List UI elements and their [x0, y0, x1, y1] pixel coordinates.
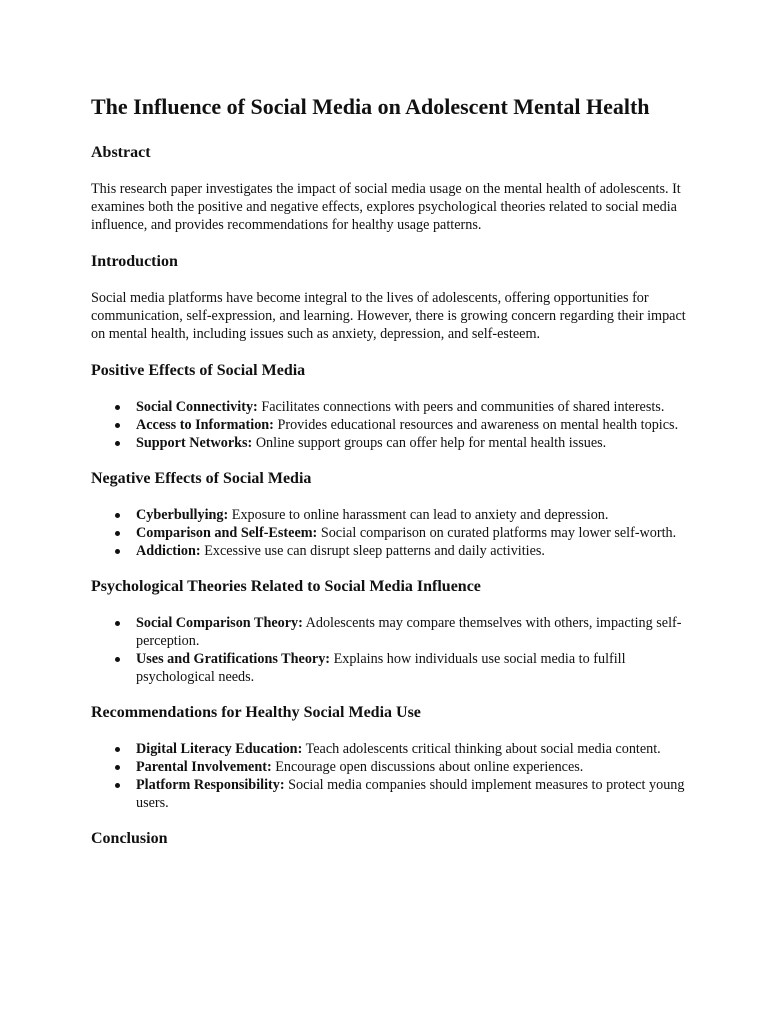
list-item-text: Explains how individuals use social media to fulfill psychological needs. — [136, 651, 626, 685]
list-item — [136, 758, 691, 776]
introduction-text: Social media platforms have become integral to the lives of adolescents, offering opportunities for communication, self-expression, and learning. However, there is growing concern regarding their impact on mental health, including issues such as anxiety, depression, and self-esteem. — [91, 290, 686, 342]
positive-effects-heading: Positive Effects of Social Media — [91, 362, 306, 379]
theories-heading: Psychological Theories Related to Social Media Influence — [91, 578, 481, 595]
list-item — [136, 398, 691, 416]
list-item-text: Encourage open discussions about online experiences. — [271, 759, 584, 775]
list-item-text: Teach adolescents critical thinking about social media content. — [302, 741, 661, 757]
list-item-lead: Cyberbullying: — [136, 507, 229, 523]
list-item — [136, 434, 691, 452]
paper-title: The Influence of Social Media on Adolescent Mental Health — [91, 94, 650, 119]
list-item — [136, 776, 691, 812]
list-item — [136, 740, 691, 758]
list-item-lead: Access to Information: — [136, 417, 274, 433]
list-item-lead: Social Comparison Theory: — [136, 615, 303, 631]
list-item-text: Adolescents may compare themselves with others, impacting self-perception. — [136, 615, 682, 649]
recommendations-list — [91, 740, 691, 812]
list-item-lead: Digital Literacy Education: — [136, 741, 303, 757]
list-item-text: Facilitates connections with peers and communities of shared interests. — [257, 399, 665, 415]
recommendations-heading: Recommendations for Healthy Social Media Use — [91, 704, 421, 721]
list-item-lead: Addiction: — [136, 543, 201, 559]
list-item — [136, 542, 691, 560]
theories-list — [91, 614, 691, 686]
list-item-lead: Comparison and Self-Esteem: — [136, 525, 318, 541]
list-item-text: Social media companies should implement measures to protect young users. — [136, 777, 685, 811]
list-item — [136, 614, 691, 650]
negative-effects-heading: Negative Effects of Social Media — [91, 470, 312, 487]
list-item-lead: Support Networks: — [136, 435, 253, 451]
negative-effects-list — [91, 506, 691, 560]
list-item — [136, 416, 691, 434]
abstract-text: This research paper investigates the impact of social media usage on the mental health of adolescents. It examines both the positive and negative effects, explores psychological theories related to social media influence, and provides recommendations for healthy usage patterns. — [91, 181, 681, 233]
list-item-lead: Uses and Gratifications Theory: — [136, 651, 331, 667]
list-item — [136, 524, 691, 542]
introduction-heading: Introduction — [91, 253, 178, 270]
positive-effects-list — [91, 398, 691, 452]
list-item-text: Excessive use can disrupt sleep patterns and daily activities. — [200, 543, 545, 559]
list-item — [136, 650, 691, 686]
list-item-text: Online support groups can offer help for mental health issues. — [252, 435, 607, 451]
list-item-text: Social comparison on curated platforms may lower self-worth. — [317, 525, 677, 541]
abstract-heading: Abstract — [91, 144, 151, 161]
list-item-text: Provides educational resources and awareness on mental health topics. — [273, 417, 679, 433]
list-item-lead: Social Connectivity: — [136, 399, 258, 415]
list-item-lead: Parental Involvement: — [136, 759, 272, 775]
list-item-text: Exposure to online harassment can lead to anxiety and depression. — [228, 507, 609, 523]
list-item-lead: Platform Responsibility: — [136, 777, 285, 793]
paper-page — [91, 93, 691, 866]
list-item — [136, 506, 691, 524]
conclusion-heading: Conclusion — [91, 830, 168, 847]
